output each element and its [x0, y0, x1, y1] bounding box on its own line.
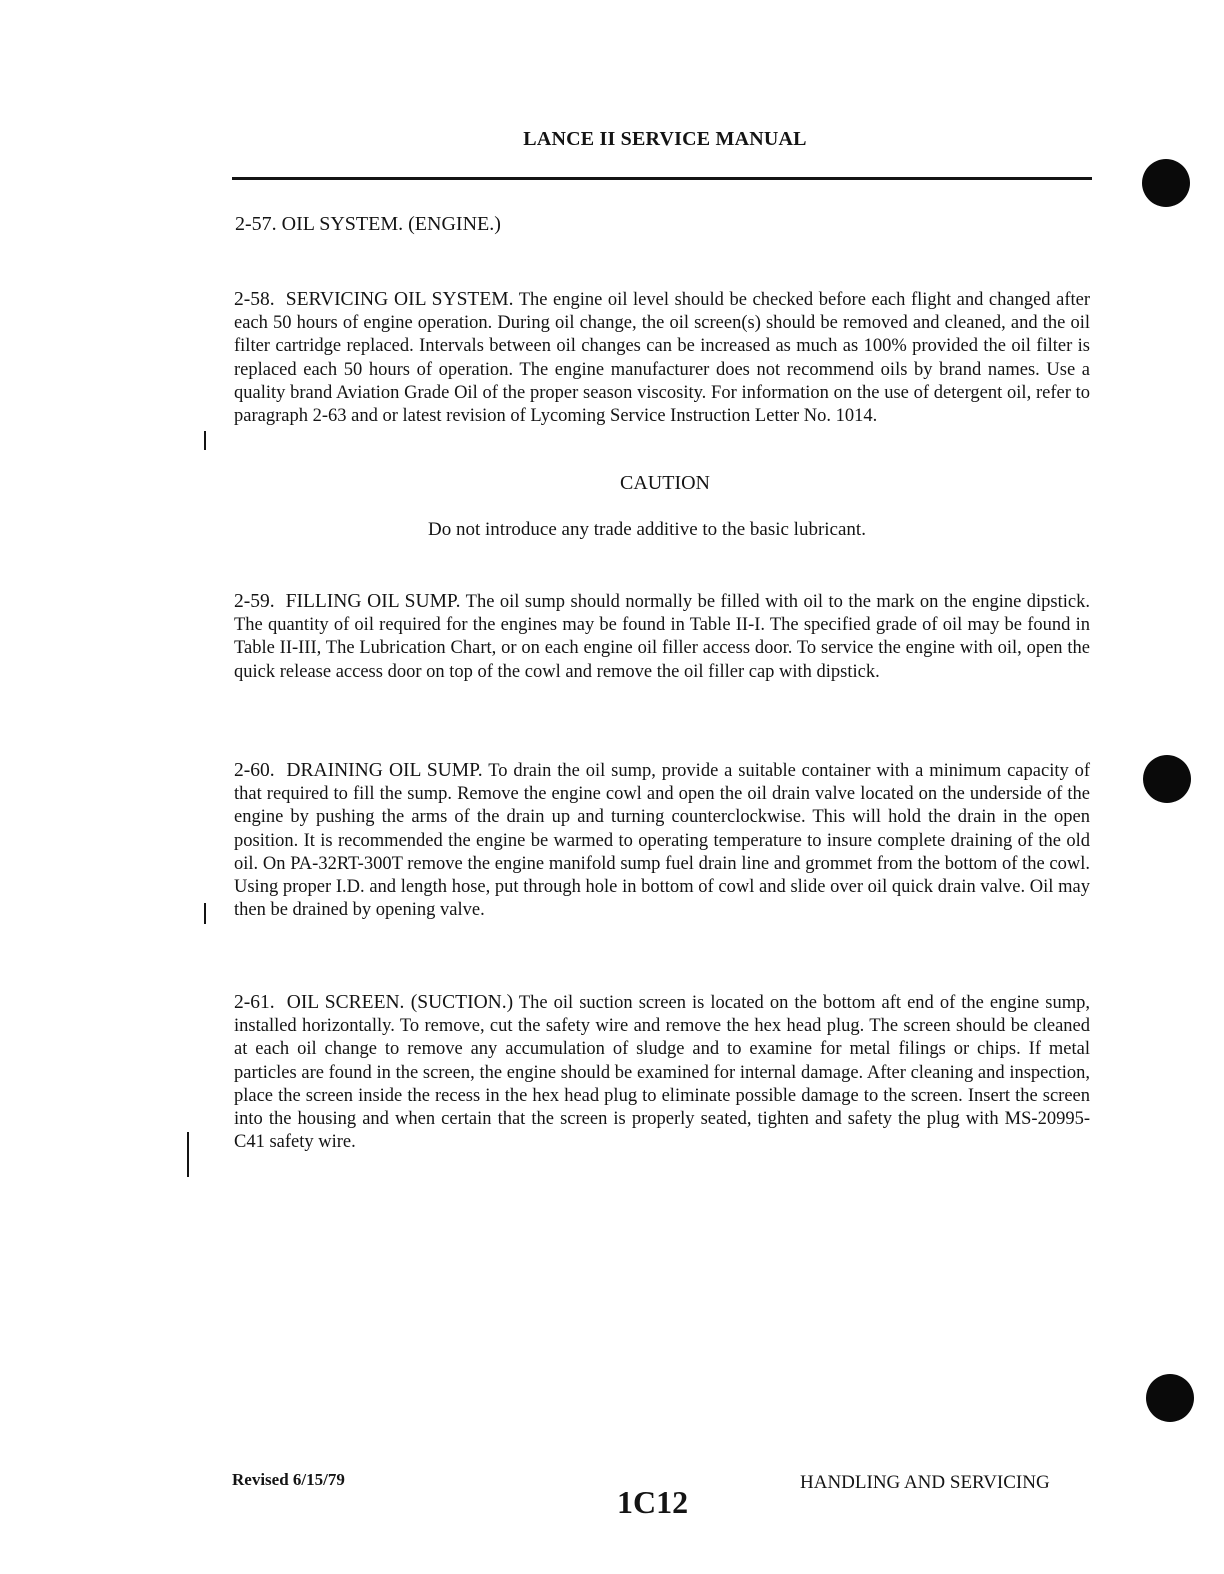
- revision-change-bar: [204, 431, 206, 450]
- page-header-title: LANCE II SERVICE MANUAL: [523, 128, 807, 150]
- paragraph-number: 2-60.: [234, 760, 275, 781]
- caution-text: Do not introduce any trade additive to the basic lubricant.: [428, 519, 866, 540]
- binder-hole-top: [1142, 159, 1190, 207]
- binder-hole-middle: [1143, 755, 1191, 803]
- header-divider: [232, 177, 1092, 180]
- revision-change-bar: [187, 1132, 189, 1177]
- paragraph-oil-screen-suction: [234, 991, 1090, 1154]
- caution-title: CAUTION: [620, 472, 710, 494]
- paragraph-servicing-oil-system: [234, 288, 1090, 428]
- paragraph-body: The oil suction screen is located on the bottom aft end of the engine sump, installed horizontally. To remove, cut the safety wire and remove the hex head plug. The screen should be cleaned at each oil change to remove any accumulation of sludge and to examine for metal filings or chips. If metal particles are found in the screen, the engine should be examined for internal damage. After cleaning and inspection, place the screen inside the recess in the hex head plug to eliminate possible damage to the screen. Insert the screen into the housing and when certain that the screen is properly seated, tighten and safety the plug with MS-20995-C41 safety wire.: [234, 993, 1091, 1153]
- chapter-title: HANDLING AND SERVICING: [800, 1472, 1050, 1493]
- paragraph-body: The oil sump should normally be filled with oil to the mark on the engine dipstick. The quantity of oil required for the engines may be found in Table II-I. The specified grade of oil may be found in Table II-III, The Lubrication Chart, or on each engine oil filler access door. To service the engine with oil, open the quick release access door on top of the cowl and remove the oil filler cap with dipstick.: [234, 592, 1091, 682]
- paragraph-title: DRAINING OIL SUMP.: [286, 760, 483, 781]
- revision-date: Revised 6/15/79: [232, 1470, 345, 1489]
- paragraph-number: 2-59.: [234, 591, 275, 612]
- binder-hole-bottom: [1146, 1374, 1194, 1422]
- paragraph-title: OIL SCREEN. (SUCTION.): [286, 992, 514, 1013]
- page-code: 1C12: [617, 1484, 689, 1520]
- paragraph-number: 2-61.: [234, 992, 275, 1013]
- revision-change-bar: [204, 903, 206, 924]
- paragraph-title: SERVICING OIL SYSTEM.: [285, 289, 514, 310]
- paragraph-title: FILLING OIL SUMP.: [285, 591, 461, 612]
- paragraph-number: 2-58.: [234, 289, 275, 310]
- paragraph-body: The engine oil level should be checked before each flight and changed after each 50 hours of engine operation. During oil change, the oil screen(s) should be removed and cleaned, and the oil filter cartridge replaced. Intervals between oil changes can be increased as much as 100% provided the oil filter is replaced each 50 hours of operation. The engine manufacturer does not recommend oils by brand names. Use a quality brand Aviation Grade Oil of the proper season viscosity. For information on the use of detergent oil, refer to paragraph 2-63 and or latest revision of Lycoming Service Instruction Letter No. 1014.: [234, 290, 1091, 427]
- paragraph-body: To drain the oil sump, provide a suitable container with a minimum capacity of that required to fill the sump. Remove the engine cowl and open the oil drain valve located on the underside of the engine by pushing the arms of the drain up and turning counterclockwise. This will hold the drain in the open position. It is recommended the engine be warmed to operating temperature to insure complete draining of the old oil. On PA-32RT-300T remove the engine manifold sump fuel drain line and grommet from the bottom of the cowl. Using proper I.D. and length hose, put through hole in bottom of cowl and slide over oil quick drain valve. Oil may then be drained by opening valve.: [234, 761, 1091, 921]
- paragraph-draining-oil-sump: [234, 759, 1090, 922]
- paragraph-filling-oil-sump: [234, 590, 1090, 684]
- section-heading: 2-57. OIL SYSTEM. (ENGINE.): [235, 213, 501, 235]
